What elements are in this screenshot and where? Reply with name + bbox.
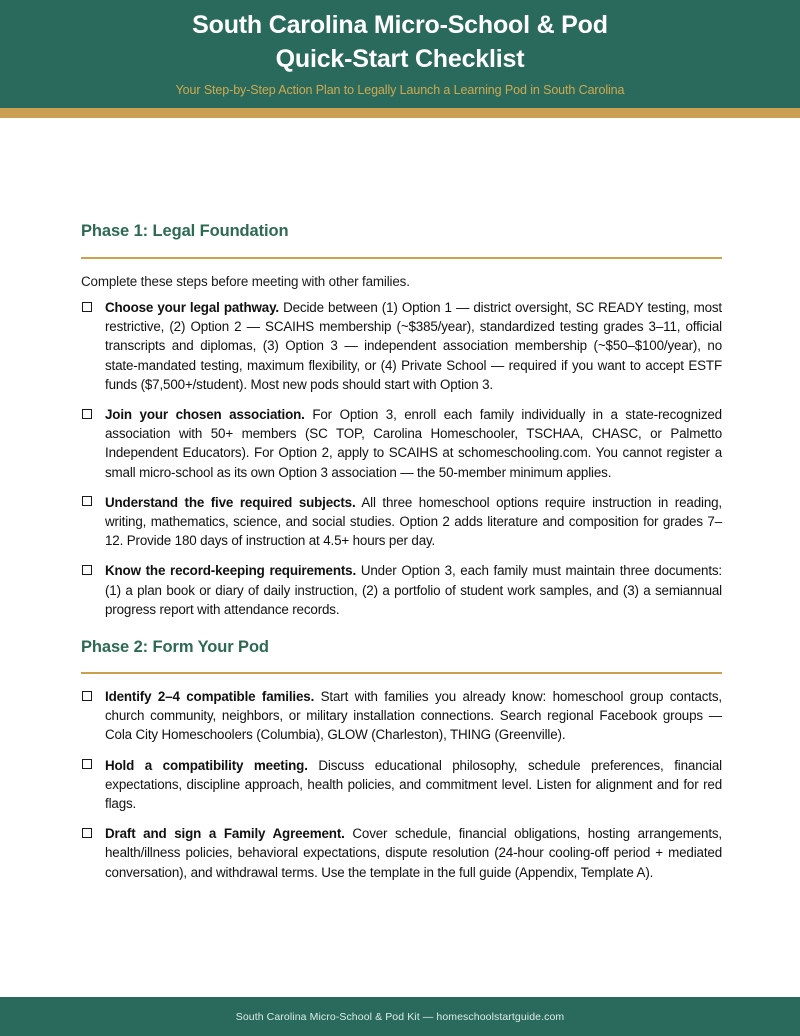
checklist-item-body: Cover schedule, financial obligations, hosting arrangements, health/illness policies, behavioral expectations, dispute resolution (24-hour cooling-off period + mediated conversation), and withdrawal terms. Use the template in the full guide (Appendix, Template A). [105,826,723,880]
checklist-item[interactable] [81,687,722,745]
checklist-item-lead: Hold a compatibility meeting. [105,757,308,773]
phase-1-checklist [81,298,722,619]
phase-1-intro: Complete these steps before meeting with other families. [81,274,410,289]
checklist-item-lead: Understand the five required subjects. [105,494,356,510]
checkbox-icon[interactable] [82,565,92,575]
checkbox-icon[interactable] [82,496,92,506]
phase-1-title: Phase 1: Legal Foundation [81,222,289,240]
checklist-item-lead: Choose your legal pathway. [105,300,279,315]
checklist-item[interactable] [81,298,722,394]
checklist-item-body: All three homeschool options require instruction in reading, writing, mathematics, science, and social studies. Option 2 adds literature and composition for grades 7–12. Provide 180 days of instruction at 4.5+ hours per day. [105,494,722,549]
document-title [90,8,710,76]
checkbox-icon[interactable] [82,691,92,701]
document-footer [0,997,800,1036]
checkbox-icon[interactable] [82,302,92,312]
checklist-item[interactable] [81,561,722,619]
checklist-item-body: Start with families you already know: homeschool group contacts, church community, neighbors, or military installation connections. Search regional Facebook groups — Cola City Homeschoolers (Columbia), GLOW (Charleston), THING (Greenville). [105,689,722,743]
checkbox-icon[interactable] [82,828,92,838]
checklist-item-lead: Identify 2–4 compatible families. [105,689,315,705]
checklist-item[interactable] [81,756,722,814]
phase-section-2 [81,638,722,882]
phase-1-divider [81,257,722,259]
checkbox-icon[interactable] [82,409,92,419]
checkbox-icon[interactable] [82,759,92,769]
checklist-item-lead: Join your chosen association. [105,407,305,423]
checklist-item-lead: Know the record-keeping requirements. [105,563,357,579]
checklist-item-body: Under Option 3, each family must maintain three documents: (1) a plan book or diary of daily instruction, (2) a portfolio of student work samples, and (3) a semiannual progress report with attendance records. [105,563,723,617]
checklist-item-body: Discuss educational philosophy, schedule preferences, financial expectations, discipline approach, health policies, and commitment level. Listen for alignment and for red flags. [105,757,722,812]
checklist-item[interactable] [81,405,722,482]
document-header [0,0,800,108]
document-body [81,222,722,884]
checklist-item[interactable] [81,493,722,551]
checklist-item[interactable] [81,824,722,882]
footer-text: South Carolina Micro-School & Pod Kit — homeschoolstartguide.com [235,1010,565,1023]
header-accent-bar [0,108,800,118]
phase-2-checklist [81,687,722,882]
document-subtitle: Your Step-by-Step Action Plan to Legally Launch a Learning Pod in South Carolina [175,83,625,97]
checklist-item-body: Decide between (1) Option 1 — district oversight, SC READY testing, most restrictive, (2) Option 2 — SCAIHS membership (~$385/year), standardized testing grades 3–11, official transcripts and diplomas, (3) Option 3 — independent association membership (~$50–$100/year), no state-mandated testing, maximum flexibility, or (4) Private School — required if you want to accept ESTF funds ($7,500+/student). Most new pods should start with Option 3. [105,300,723,392]
document-title-line-1: South Carolina Micro-School & Pod [192,11,608,39]
checklist-item-lead: Draft and sign a Family Agreement. [105,826,345,842]
phase-2-title: Phase 2: Form Your Pod [81,638,269,657]
checklist-item-body: For Option 3, enroll each family individually in a state-recognized association with 50+ members (SC TOP, Carolina Homeschooler, TSCHAA, CHASC, or Palmetto Independent Educators). For Option 2, apply to SCAIHS at schomeschooling.com. You cannot register a small micro-school as its own Option 3 association — the 50-member minimum applies. [105,407,722,480]
document-title-line-2: Quick-Start Checklist [275,45,525,73]
phase-2-divider [81,672,722,674]
phase-section-1 [81,222,722,619]
